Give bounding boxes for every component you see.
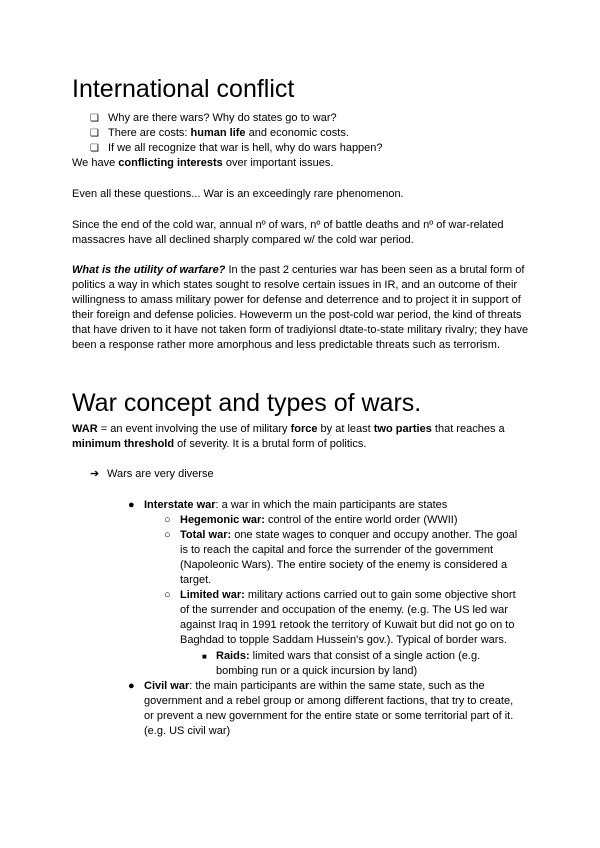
interstate-list <box>128 498 524 513</box>
square-bullet-icon: ❏ <box>90 113 99 124</box>
raids-list <box>202 649 516 679</box>
list-item: ● Civil war: the main participants are within the same state, such as the government and a rebel group or among different factions, that try to create, or prevent a new government for the entire state or some territorial part of it. (e.g. US civil war) <box>128 680 514 737</box>
civil-war-list <box>128 679 514 739</box>
utility-of-warfare-paragraph: What is the utility of warfare? In the past 2 centuries war has been seen as a brutal form of politics a way in which states sought to resolve certain issues in IR, and an outcome of their willingness to amass military power for defense and deterrence and to project it in support of their foreign and defense policies. Howeverm un the post-cold war period, the kind of threats that have driven to it have not taken form of tradiyionsl dtate-to-state military rivalry; they have been a response rather more amorphous and less predictable threats such as terrorism. <box>72 264 529 351</box>
square-bullet-icon: ❏ <box>90 143 99 154</box>
disc-bullet-icon: ● <box>128 680 135 692</box>
arrow-bullet-icon: ➔ <box>90 468 100 480</box>
interstate-sublist <box>164 513 525 648</box>
rare-phenomenon-paragraph: Even all these questions... War is an exceedingly rare phenomenon. <box>72 188 404 200</box>
circle-bullet-icon: ○ <box>164 514 171 526</box>
list-item: ❏ Why are there wars? Why do states go to war? <box>90 112 337 124</box>
questions-list <box>90 111 383 156</box>
square-bullet-icon: ❏ <box>90 128 99 139</box>
conflicting-interests-paragraph: We have conflicting interests over important issues. <box>72 157 334 169</box>
wars-diverse-item: ➔ Wars are very diverse <box>90 468 214 480</box>
list-item: ○ Limited war: military actions carried out to gain some objective short of the surrender and occupation of the enemy. (e.g. The US led war against Iraq in 1991 retook the territory of Kuwait but did not go on to Baghdad to topple Saddam Hussein's gov.). Typical of border wars. <box>164 589 516 646</box>
list-item: ❏ There are costs: human life and economic costs. <box>90 127 349 139</box>
list-item: ■ Raids: limited wars that consist of a single action (e.g. bombing run or a quick incursion by land) <box>202 650 481 677</box>
filled-square-bullet-icon: ■ <box>202 652 207 661</box>
circle-bullet-icon: ○ <box>164 529 171 541</box>
list-item: ● Interstate war: a war in which the main participants are states <box>128 499 448 511</box>
cold-war-paragraph: Since the end of the cold war, annual nº of wars, nº of battle deaths and nº of war-related massacres have all declined sharply compared w/ the cold war period. <box>72 219 504 246</box>
disc-bullet-icon: ● <box>128 499 135 511</box>
list-item: ○ Hegemonic war: control of the entire world order (WWII) <box>164 514 458 526</box>
circle-bullet-icon: ○ <box>164 589 171 601</box>
list-item: ○ Total war: one state wages to conquer and occupy another. The goal is to reach the capital and force the surrender of the government (Napoleonic Wars). The entire society of the enemy is considered a target. <box>164 529 518 586</box>
heading-war-concept: War concept and types of wars. <box>72 389 422 417</box>
list-item: ❏ If we all recognize that war is hell, why do wars happen? <box>90 142 383 154</box>
war-definition-paragraph: WAR = an event involving the use of military force by at least two parties that reaches a minimum threshold of severity. It is a brutal form of politics. <box>72 423 505 450</box>
heading-international-conflict: International conflict <box>72 75 295 103</box>
